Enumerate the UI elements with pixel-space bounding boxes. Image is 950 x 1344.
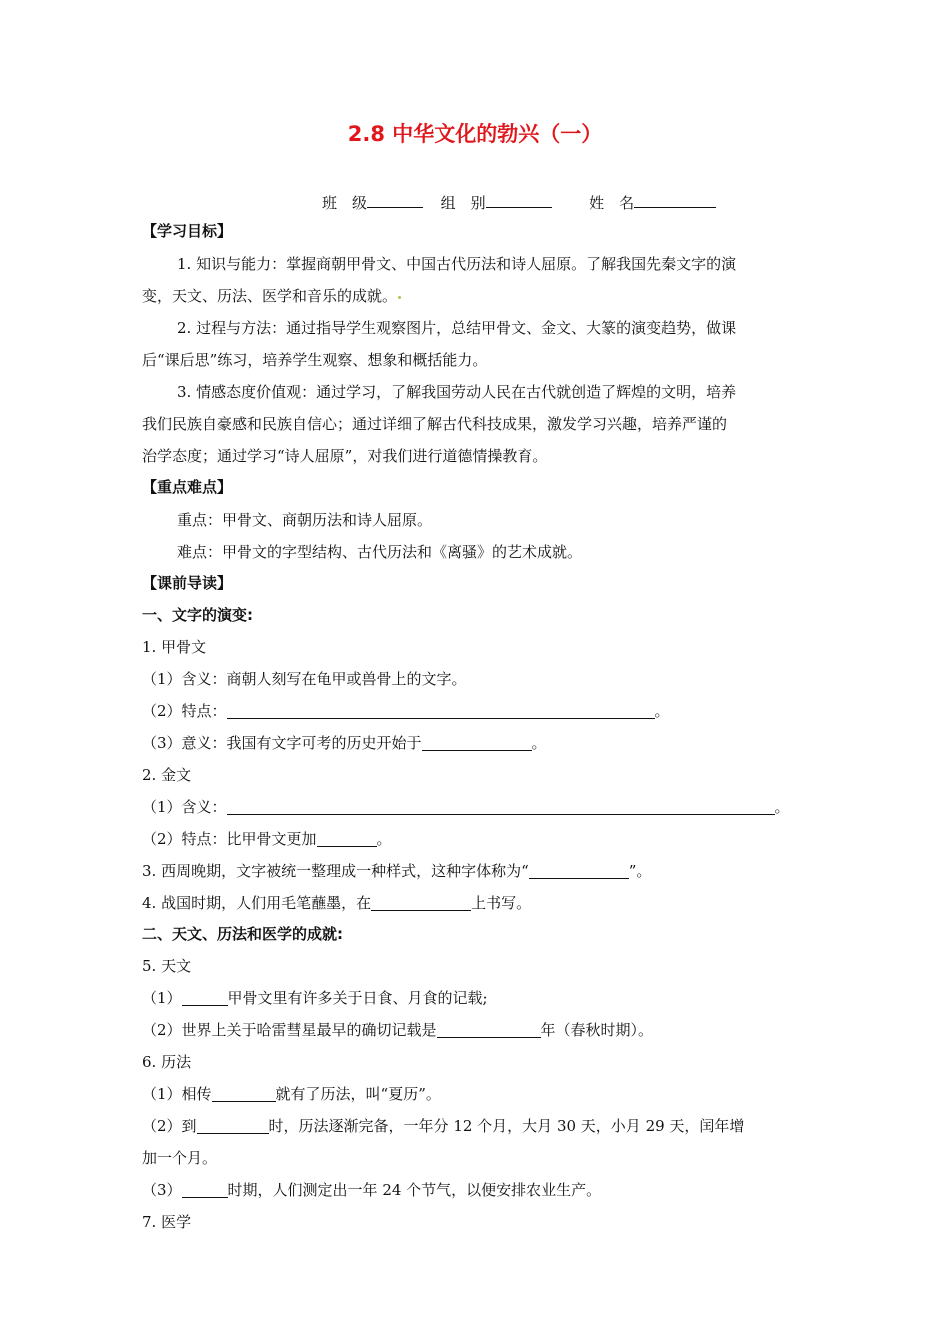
item-5-title: 5. 天文 xyxy=(142,957,192,975)
name-label: 姓 名 xyxy=(589,194,635,212)
blank-field[interactable] xyxy=(371,895,471,911)
item-2-feature: （2）特点：比甲骨文更加 。 xyxy=(142,830,392,848)
item-1-feature: （2）特点： 。 xyxy=(142,702,670,720)
page-title: 2.8 中华文化的勃兴（一） xyxy=(347,122,603,146)
item-4: 4. 战国时期，人们用毛笔蘸墨，在 上书写。 xyxy=(142,894,532,912)
student-info-row xyxy=(322,192,716,213)
item-6-a: （1）相传 就有了历法，叫“夏历”。 xyxy=(142,1085,441,1103)
blank-field[interactable] xyxy=(212,1086,276,1102)
item-5-a: （1） 甲骨文里有许多关于日食、月食的记载; xyxy=(142,989,488,1007)
item-1-title: 1. 甲骨文 xyxy=(142,638,207,656)
blank-field[interactable] xyxy=(182,1182,228,1198)
item-1-significance: （3）意义：我国有文字可考的历史开始于 。 xyxy=(142,734,547,752)
preview-heading: 【课前导读】 xyxy=(142,574,233,592)
item-5-b: （2）世界上关于哈雷彗星最早的确切记载是 年（春秋时期）。 xyxy=(142,1021,654,1039)
item-6-c: （3） 时期，人们测定出一年 24 个节气，以便安排农业生产。 xyxy=(142,1181,602,1199)
item-1-meaning: （1）含义：商朝人刻写在龟甲或兽骨上的文字。 xyxy=(142,670,467,688)
section-1-heading: 一、文字的演变: xyxy=(142,606,253,624)
goal-3-line-3: 治学态度；通过学习“诗人屈原”，对我们进行道德情操教育。 xyxy=(142,447,548,465)
class-field[interactable] xyxy=(367,193,423,208)
item-7-title: 7. 医学 xyxy=(142,1213,192,1231)
item-6-b: （2）到 时，历法逐渐完备，一年分 12 个月，大月 30 天，小月 29 天，闰年增 xyxy=(142,1117,745,1135)
blank-field[interactable] xyxy=(317,831,377,847)
item-6-title: 6. 历法 xyxy=(142,1053,192,1071)
name-field[interactable] xyxy=(634,193,716,208)
goal-2-line-2: 后“课后思”练习，培养学生观察、想象和概括能力。 xyxy=(142,351,488,369)
blank-field[interactable] xyxy=(437,1022,541,1038)
section-2-heading: 二、天文、历法和医学的成就: xyxy=(142,925,343,943)
blank-field[interactable] xyxy=(227,799,775,815)
key-heading: 【重点难点】 xyxy=(142,478,233,496)
item-2-title: 2. 金文 xyxy=(142,766,192,784)
goals-heading: 【学习目标】 xyxy=(142,222,233,240)
blank-field[interactable] xyxy=(227,703,655,719)
blank-field[interactable] xyxy=(422,735,532,751)
blank-field[interactable] xyxy=(197,1118,269,1134)
goal-1-line-1: 1. 知识与能力：掌握商朝甲骨文、中国古代历法和诗人屈原。了解我国先秦文字的演 xyxy=(177,255,737,273)
item-3: 3. 西周晚期，文字被统一整理成一种样式，这种字体称为“ ”。 xyxy=(142,862,652,880)
blank-field[interactable] xyxy=(529,863,629,879)
goal-3-line-2: 我们民族自豪感和民族自信心；通过详细了解古代科技成果，激发学习兴趣，培养严谨的 xyxy=(142,415,728,433)
group-field[interactable] xyxy=(486,193,552,208)
item-2-meaning: （1）含义： 。 xyxy=(142,798,790,816)
key-difficulty: 难点：甲骨文的字型结构、古代历法和《离骚》的艺术成就。 xyxy=(177,543,583,561)
goal-2-line-1: 2. 过程与方法：通过指导学生观察图片，总结甲骨文、金文、大篆的演变趋势，做课 xyxy=(177,319,737,337)
key-focus: 重点：甲骨文、商朝历法和诗人屈原。 xyxy=(177,511,433,529)
blank-field[interactable] xyxy=(182,990,228,1006)
class-label: 班 级 xyxy=(322,194,368,212)
goal-3-line-1: 3. 情感态度价值观：通过学习，了解我国劳动人民在古代就创造了辉煌的文明，培养 xyxy=(177,383,737,401)
group-label: 组 别 xyxy=(440,194,486,212)
dot-mark xyxy=(398,296,401,299)
goal-1-line-2: 变，天文、历法、医学和音乐的成就。 xyxy=(142,286,402,306)
item-6-b-line-2: 加一个月。 xyxy=(142,1149,218,1167)
